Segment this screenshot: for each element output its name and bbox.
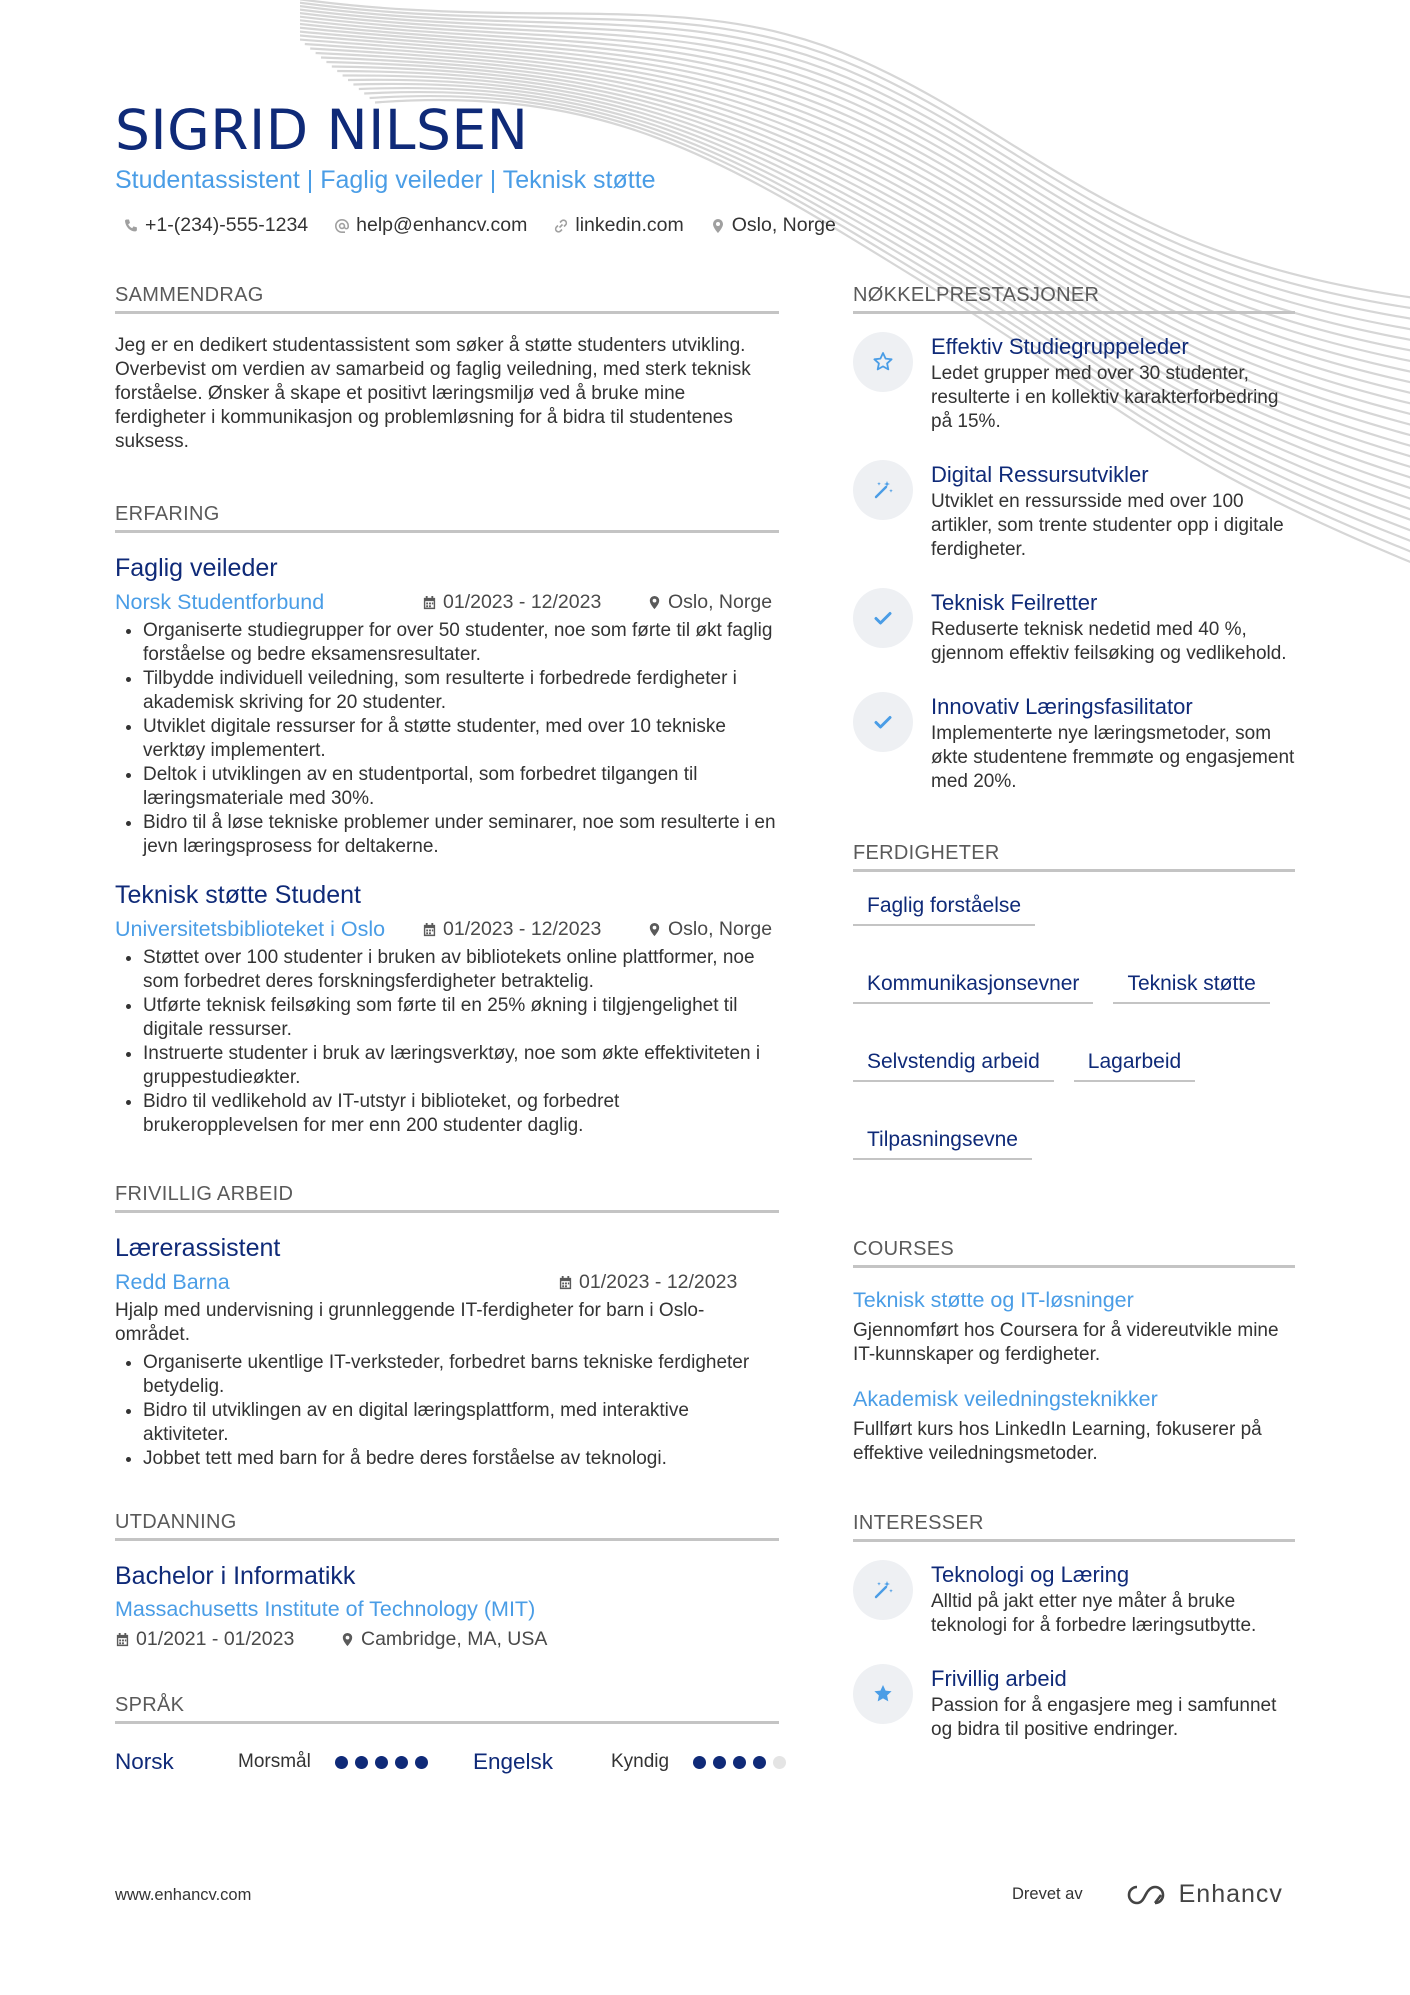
job-organization: Norsk Studentforbund	[115, 589, 325, 614]
contact-linkedin[interactable]	[553, 214, 683, 237]
volunteer-description: Hjalp med undervisning i grunnleggende IT-ferdigheter for barn i Oslo-området.	[115, 1300, 705, 1345]
location-pin-icon	[647, 595, 662, 610]
star-outline-icon	[871, 350, 895, 374]
skill-tag: Faglig forståelse	[853, 888, 1035, 926]
summary-heading: SAMMENDRAG	[115, 284, 779, 314]
proficiency-dot	[753, 1756, 766, 1769]
job-location-text: Oslo, Norge	[668, 590, 773, 613]
experience-heading: ERFARING	[115, 503, 779, 533]
education-meta	[115, 1626, 779, 1652]
achievement-icon-circle	[853, 692, 913, 752]
link-icon	[553, 218, 569, 234]
summary-text: Jeg er en dedikert studentassistent som søker å støtte studenters utvikling. Overbevist om verdien av samarbeid og faglig veiledning, med sterk teknisk forståelse. Ønsker å skape et positivt læringsmiljø ved å bruke mine ferdigheter i kommunikasjon og problemløsning for å bidra til studentenes suksess.	[115, 335, 751, 452]
achievement-description: Ledet grupper med over 30 studenter, resulterte i en kollektiv karakterforbedring på 15%.	[931, 363, 1279, 432]
list-item: • Deltok i utviklingen av en studentportal, som forbedret tilgangen til læringsmateriale med 30%.	[143, 763, 779, 811]
skills-list	[853, 888, 1295, 1160]
achievement-icon-circle	[853, 588, 913, 648]
achievement-item	[853, 460, 1295, 562]
job-date	[422, 591, 601, 614]
interest-item	[853, 1560, 1295, 1638]
proficiency-dot	[355, 1756, 368, 1769]
at-icon	[334, 218, 350, 234]
volunteer-date-text: 01/2023 - 12/2023	[579, 1270, 738, 1293]
proficiency-dot	[395, 1756, 408, 1769]
contact-email[interactable]	[334, 214, 527, 237]
magic-wand-icon	[871, 1578, 895, 1602]
powered-by-text: Drevet av	[1012, 1885, 1083, 1903]
volunteer-organization: Redd Barna	[115, 1269, 230, 1294]
course-title: Akademisk veiledningsteknikker	[853, 1387, 1158, 1411]
achievement-item	[853, 692, 1295, 794]
contact-location	[710, 214, 836, 237]
list-item: • Bidro til å løse tekniske problemer under seminarer, noe som resulterte i en jevn læringsprosess for deltakerne.	[143, 811, 779, 859]
proficiency-dot	[733, 1756, 746, 1769]
education-date-text: 01/2021 - 01/2023	[136, 1627, 295, 1650]
list-item: • Bidro til vedlikehold av IT-utstyr i biblioteket, og forbedret brukeropplevelsen for mer enn 200 studenter daglig.	[143, 1090, 779, 1138]
achievement-icon-circle	[853, 460, 913, 520]
job-location-text: Oslo, Norge	[668, 917, 773, 940]
list-item: • Støttet over 100 studenter i bruken av bibliotekets online plattformer, noe som forbedret deres forskningsferdigheter betraktelig.	[143, 946, 779, 994]
education-location-text: Cambridge, MA, USA	[361, 1627, 548, 1650]
enhancv-logo[interactable]	[1125, 1880, 1283, 1909]
linkedin-text: linkedin.com	[575, 214, 684, 236]
language-proficiency-dots	[335, 1756, 428, 1769]
magic-wand-icon	[871, 478, 895, 502]
skills-heading: FERDIGHETER	[853, 842, 1295, 872]
education-heading: UTDANNING	[115, 1511, 779, 1541]
volunteer-bullets	[115, 1351, 779, 1471]
interest-title: Frivillig arbeid	[931, 1666, 1067, 1691]
course-item	[853, 1387, 1295, 1466]
interests-heading: INTERESSER	[853, 1512, 1295, 1542]
brand-name: Enhancv	[1178, 1880, 1283, 1908]
skill-tag: Kommunikasjonsevner	[853, 966, 1093, 1004]
school-name: Massachusetts Institute of Technology (MIT)	[115, 1597, 536, 1621]
list-item: • Instruerte studenter i bruk av læringsverktøy, noe som økte effektiviteten i gruppestudieøkter.	[143, 1042, 779, 1090]
skill-tag: Teknisk støtte	[1113, 966, 1269, 1004]
footer-website[interactable]: www.enhancv.com	[115, 1886, 252, 1904]
experience-item	[115, 881, 779, 1138]
job-bullets	[115, 619, 779, 859]
achievements-heading: NØKKELPRESTASJONER	[853, 284, 1295, 314]
languages-row	[115, 1748, 779, 1776]
language-name: Norsk	[115, 1749, 174, 1774]
job-meta	[115, 916, 779, 942]
achievement-title: Digital Ressursutvikler	[931, 462, 1149, 487]
job-bullets	[115, 946, 779, 1138]
achievement-icon-circle	[853, 332, 913, 392]
job-meta	[115, 589, 779, 615]
degree-title: Bachelor i Informatikk	[115, 1562, 356, 1590]
interest-item	[853, 1664, 1295, 1742]
interest-icon-circle	[853, 1560, 913, 1620]
checkmark-icon	[871, 710, 895, 734]
job-date-text: 01/2023 - 12/2023	[443, 590, 602, 613]
course-description: Fullført kurs hos LinkedIn Learning, fokuserer på effektive veiledningsmetoder.	[853, 1419, 1262, 1464]
job-organization: Universitetsbiblioteket i Oslo	[115, 916, 386, 941]
achievement-title: Effektiv Studiegruppeleder	[931, 334, 1189, 359]
location-pin-icon	[647, 922, 662, 937]
achievement-item	[853, 332, 1295, 434]
achievement-description: Utviklet en ressursside med over 100 artikler, som trente studenter opp i digitale ferdigheter.	[931, 491, 1284, 560]
star-filled-icon	[871, 1682, 895, 1706]
phone-text: +1-(234)-555-1234	[145, 214, 309, 236]
proficiency-dot	[375, 1756, 388, 1769]
proficiency-dot	[693, 1756, 706, 1769]
language-proficiency-dots	[693, 1756, 786, 1769]
candidate-name: SIGRID NILSEN	[115, 98, 529, 162]
interest-icon-circle	[853, 1664, 913, 1724]
proficiency-dot	[713, 1756, 726, 1769]
language-level: Kyndig	[611, 1751, 670, 1772]
education-location	[340, 1628, 547, 1651]
language-level: Morsmål	[238, 1751, 311, 1772]
calendar-icon	[115, 1632, 130, 1647]
job-date	[422, 918, 601, 941]
education-item	[115, 1562, 779, 1652]
location-pin-icon	[710, 218, 726, 234]
location-text: Oslo, Norge	[731, 214, 836, 236]
experience-item	[115, 554, 779, 859]
achievement-description: Implementerte nye læringsmetoder, som økte studentene fremmøte og engasjement med 20%.	[931, 723, 1295, 792]
courses-heading: COURSES	[853, 1238, 1295, 1268]
achievement-title: Innovativ Læringsfasilitator	[931, 694, 1193, 719]
volunteer-meta	[115, 1269, 779, 1295]
list-item: • Tilbydde individuell veiledning, som resulterte i forbedrede ferdigheter i akademisk skriving for 20 studenter.	[143, 667, 779, 715]
checkmark-icon	[871, 606, 895, 630]
course-item	[853, 1288, 1295, 1367]
phone-icon	[123, 218, 139, 234]
interest-description: Passion for å engasjere meg i samfunnet og bidra til positive endringer.	[931, 1695, 1277, 1740]
skill-tag: Tilpasningsevne	[853, 1122, 1032, 1160]
location-pin-icon	[340, 1632, 355, 1647]
calendar-icon	[422, 922, 437, 937]
list-item: • Jobbet tett med barn for å bedre deres forståelse av teknologi.	[143, 1447, 779, 1471]
skill-tag: Selvstendig arbeid	[853, 1044, 1054, 1082]
contact-phone[interactable]	[123, 214, 308, 237]
proficiency-dot	[335, 1756, 348, 1769]
achievement-item	[853, 588, 1295, 666]
interest-description: Alltid på jakt etter nye måter å bruke teknologi for å forbedre læringsutbytte.	[931, 1591, 1257, 1636]
list-item: • Organiserte ukentlige IT-verksteder, forbedret barns tekniske ferdigheter betydelig.	[143, 1351, 779, 1399]
list-item: • Bidro til utviklingen av en digital læringsplattform, med interaktive aktiviteter.	[143, 1399, 779, 1447]
job-location	[647, 591, 772, 614]
course-description: Gjennomført hos Coursera for å videreutvikle mine IT-kunnskaper og ferdigheter.	[853, 1320, 1279, 1365]
job-location	[647, 918, 772, 941]
volunteer-heading: FRIVILLIG ARBEID	[115, 1183, 779, 1213]
footer-branding	[1012, 1880, 1283, 1909]
language-name: Engelsk	[473, 1749, 554, 1774]
education-date	[115, 1628, 294, 1651]
volunteer-date	[558, 1271, 737, 1294]
achievement-title: Teknisk Feilretter	[931, 590, 1098, 615]
enhancv-logo-icon	[1125, 1883, 1171, 1907]
job-role: Faglig veileder	[115, 554, 278, 582]
proficiency-dot	[773, 1756, 786, 1769]
course-title: Teknisk støtte og IT-løsninger	[853, 1288, 1134, 1312]
right-column	[853, 284, 1295, 1742]
contact-bar	[123, 214, 836, 237]
job-role: Teknisk støtte Student	[115, 881, 361, 909]
volunteer-item	[115, 1234, 779, 1471]
left-column	[115, 284, 779, 1776]
proficiency-dot	[415, 1756, 428, 1769]
email-text: help@enhancv.com	[356, 214, 528, 236]
job-date-text: 01/2023 - 12/2023	[443, 917, 602, 940]
list-item: • Utførte teknisk feilsøking som førte til en 25% økning i tilgjengelighet til digitale ressurser.	[143, 994, 779, 1042]
interest-title: Teknologi og Læring	[931, 1562, 1130, 1587]
candidate-subtitle: Studentassistent | Faglig veileder | Teknisk støtte	[115, 166, 656, 194]
list-item: • Utviklet digitale ressurser for å støtte studenter, med over 10 tekniske verktøy implementert.	[143, 715, 779, 763]
skill-tag: Lagarbeid	[1074, 1044, 1195, 1082]
list-item: • Organiserte studiegrupper for over 50 studenter, noe som førte til økt faglig forståelse og bedre eksamensresultater.	[143, 619, 779, 667]
calendar-icon	[558, 1275, 573, 1290]
languages-heading: SPRÅK	[115, 1694, 779, 1724]
calendar-icon	[422, 595, 437, 610]
achievement-description: Reduserte teknisk nedetid med 40 %, gjennom effektiv feilsøking og vedlikehold.	[931, 619, 1287, 664]
volunteer-role: Lærerassistent	[115, 1234, 281, 1262]
